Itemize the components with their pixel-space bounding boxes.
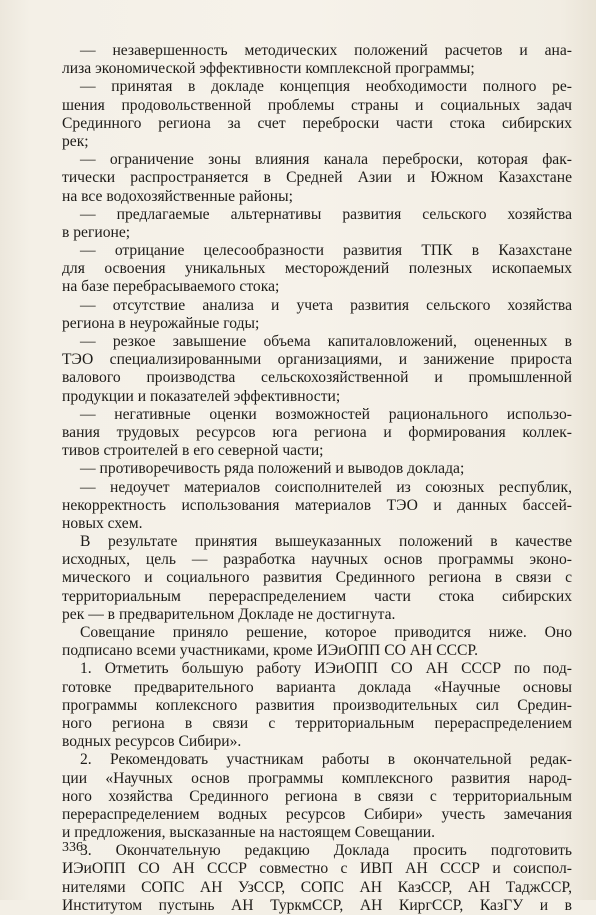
text-line: — незавершенность методических положений расчетов и ана- (80, 42, 572, 59)
text-line: 1. Отметить большую работу ИЭиОПП СО АН СССР по под- (80, 660, 572, 678)
text-line: вания трудовых ресурсов юга региона и формирования коллек- (62, 423, 572, 441)
text-line: — предлагаемые альтернативы развития сельского хозяйства (80, 205, 572, 223)
text-line: на базе перебрасываемого стока; (62, 278, 280, 296)
text-line: некорректность использования материалов ТЭО и данных бассей- (62, 496, 572, 514)
text-line: подписано всеми участниками, кроме ИЭиОПП СО АН СССР. (62, 642, 479, 660)
text-line: В результате принятия вышеуказанных положений в качестве (80, 533, 572, 551)
text-line: — принятая в докладе концепция необходимости полного ре- (80, 78, 572, 96)
text-line: лиза экономической эффективности комплексной программы; (62, 60, 475, 78)
text-line: — ограничение зоны влияния канала переброски, которая фак- (80, 151, 572, 169)
text-line: ции «Научных основ программы комплексного развития народ- (62, 769, 572, 787)
text-line: в регионе; (62, 223, 131, 241)
text-line: территориальным перераспределением части стока сибирских (62, 587, 572, 605)
text-line: ного региона в связи с территориальным перераспределением (62, 714, 572, 732)
text-line: рек — в предварительном Докладе не достигнута. (62, 605, 396, 623)
text-line: Срединного региона за счет переброски части стока сибирских (62, 114, 572, 132)
text-line: тически распространяется в Средней Азии и Южном Казахстане (62, 169, 572, 187)
text-line: исходных, цель — разработка научных основ программы эконо- (62, 551, 572, 569)
text-line: — негативные оценки возможностей рационального использо- (80, 405, 572, 423)
text-line: перераспределением водных ресурсов Сибири» учесть замечания (62, 805, 572, 823)
page-number: 336 (62, 840, 83, 855)
text-line: на все водохозяйственные районы; (62, 187, 293, 205)
text-line: региона в неурожайные годы; (62, 314, 260, 332)
text-line: — резкое завышение объема капиталовложений, оцененных в (80, 333, 572, 350)
text-line: ТЭО специализированными организациями, и занижение прироста (62, 351, 572, 369)
text-line: новых схем. (62, 514, 143, 532)
text-line: тивов строителей в его северной части; (62, 442, 324, 460)
text-line: шения продовольственной проблемы страны и социальных задач (62, 96, 572, 114)
text-line: валового производства сельскохозяйственной и промышленной (62, 369, 572, 387)
text-line: ного хозяйства Срединного региона в связи с территориальным (62, 787, 572, 805)
text-line: готовке предварительного варианта доклада «Научные основы (62, 678, 572, 696)
text-line: 2. Рекомендовать участникам работы в окончательной редак- (80, 751, 572, 769)
text-line: водных ресурсов Сибири». (62, 733, 242, 751)
text-line: 3. Окончательную редакцию Доклада просить подготовить (80, 842, 572, 860)
text-line: продукции и показателей эффективности; (62, 387, 341, 405)
text-line: Совещание приняло решение, которое приводится ниже. Оно (80, 624, 572, 641)
text-line: рек; (62, 132, 89, 150)
text-line: для освоения уникальных месторождений полезных ископаемых (62, 260, 572, 278)
text-line: и предложения, высказанные на настоящем Совещании. (62, 824, 436, 842)
text-line: — отрицание целесообразности развития ТПК в Казахстане (80, 242, 572, 260)
text-line: — противоречивость ряда положений и выводов доклада; (80, 460, 465, 478)
text-line: программы коплексного развития производительных сил Средин- (62, 696, 572, 714)
text-line: Институтом пустынь АН ТуркмССР, АН КиргССР, КазГУ и в (62, 896, 572, 914)
text-line: мического и социального развития Срединного региона в связи с (62, 569, 572, 587)
text-line: — недоучет материалов соисполнителей из союзных республик, (80, 478, 572, 496)
text-line: ИЭиОПП СО АН СССР совместно с ИВП АН СССР и соиспол- (62, 860, 572, 878)
text-line: — отсутствие анализа и учета развития сельского хозяйства (80, 296, 572, 314)
text-line: нителями СОПС АН УзССР, СОПС АН КазССР, АН ТаджССР, (62, 878, 572, 896)
